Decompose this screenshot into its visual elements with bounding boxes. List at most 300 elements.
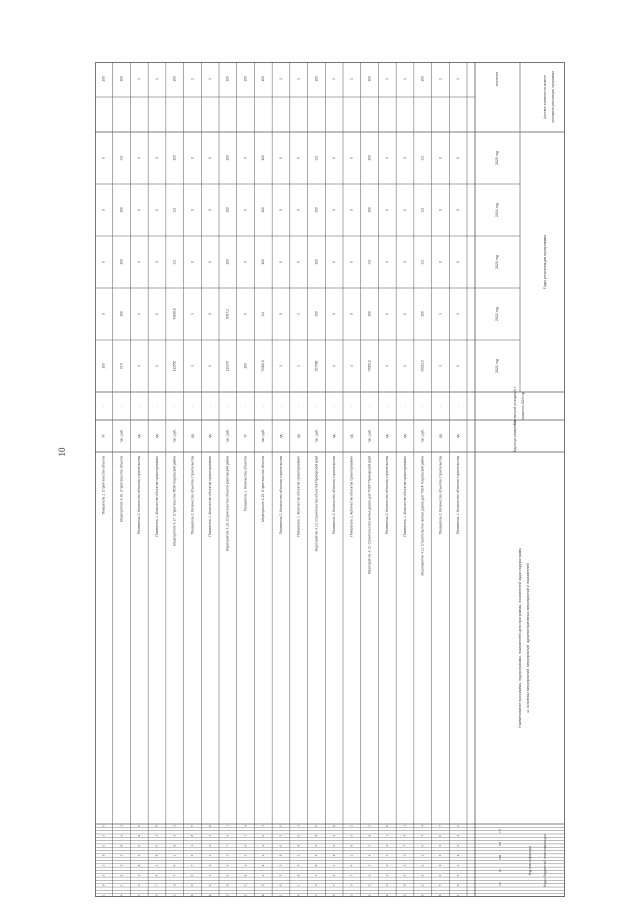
row-code-digit: 8 <box>137 864 142 867</box>
row-code-digit: 0 <box>402 854 407 857</box>
row-base: - <box>119 405 124 407</box>
row-code-digit: 7 <box>314 894 319 897</box>
row-code-digit: 9 <box>455 854 460 857</box>
row-unit: ед. <box>385 433 390 439</box>
row-year-value: 0 <box>385 261 390 263</box>
row-name: Показатель 1. Количество объектов проектирования <box>208 456 213 537</box>
row-unit: тыс. руб. <box>172 429 177 443</box>
row-code-digit: 7 <box>367 864 372 867</box>
row-year-value: 100 <box>101 363 106 369</box>
row-code-digit: 1 <box>331 864 336 867</box>
header-code-sub: Код классификации <box>527 845 532 876</box>
row-code-digit: 2 <box>402 894 407 897</box>
row-code-digit: 5 <box>154 844 159 847</box>
header-name: Наименование программы, подпрограммы, показателей цели программы, показателей задач подпрограмм <box>517 548 522 728</box>
row-code-digit: 6 <box>261 854 266 857</box>
row-code-digit: 5 <box>367 824 372 827</box>
row-year-value: 0 <box>137 157 142 159</box>
row-year-value: 0,0 <box>420 155 425 161</box>
row-code-digit: 0 <box>331 894 336 897</box>
row-unit: ед. <box>190 433 195 439</box>
row-unit: ед. <box>402 433 407 439</box>
row-year-value: 1 <box>455 365 460 367</box>
row-code-digit: 6 <box>207 884 212 887</box>
row-name: Показатель 2. Количество объектов строительства <box>278 456 283 534</box>
row-code-digit: 9 <box>438 864 443 867</box>
row-unit: ед. <box>349 433 354 439</box>
header-year-4: 2024 год <box>494 202 499 218</box>
row-year-value: 1 <box>278 365 283 367</box>
row-code-digit: 0 <box>438 834 443 837</box>
row-year-value: 0 <box>101 157 106 159</box>
row-code-digit: 3 <box>190 884 195 887</box>
row-year-value: 0 <box>331 209 336 211</box>
row-code-digit: 4 <box>314 884 319 887</box>
row-year-value: 1 <box>137 313 142 315</box>
row-code-digit: 2 <box>225 894 230 897</box>
row-end-value: 1 <box>331 78 336 80</box>
row-code-digit: 6 <box>243 864 248 867</box>
row-end-value: 1 <box>438 78 443 80</box>
header-code-group: Коды бюджетной классификации <box>542 834 547 887</box>
row-code-digit: 5 <box>438 884 443 887</box>
row-code-digit: 1 <box>402 824 407 827</box>
row-year-value: 0 <box>101 209 106 211</box>
row-code-digit: 6 <box>119 834 124 837</box>
row-unit: % <box>101 434 106 438</box>
row-code-digit: 6 <box>438 854 443 857</box>
row-name: Мероприятие 4.13. Строительство объектов Приморский край <box>314 456 319 552</box>
row-year-value: 0 <box>349 157 354 159</box>
header-year-2: 2022 год <box>494 306 499 322</box>
row-code-digit: 7 <box>385 854 390 857</box>
row-name: Показатель 2. Количество объектов строительства <box>438 456 443 534</box>
row-year-value: 1 <box>207 365 212 367</box>
row-code-digit: 5 <box>420 894 425 897</box>
row-code-digit: 3 <box>455 834 460 837</box>
row-code-digit: 7 <box>190 864 195 867</box>
row-base: - <box>137 405 142 407</box>
row-code-digit: 1 <box>296 884 301 887</box>
row-end-value: 1 <box>207 78 212 80</box>
row-code-digit: 3 <box>278 834 283 837</box>
row-code-digit: 9 <box>207 894 212 897</box>
row-name: Мероприятие 4.17. Строительство ПОИ Хорольский район <box>172 456 177 547</box>
row-year-value: 1 <box>402 365 407 367</box>
row-unit: тыс. руб. <box>420 429 425 443</box>
row-code-digit: 3 <box>402 864 407 867</box>
row-year-value: 0,0 <box>420 207 425 213</box>
row-code-digit: 6 <box>101 844 106 847</box>
row-code-digit: 7 <box>243 834 248 837</box>
row-code-digit: 5 <box>261 884 266 887</box>
row-name: Показатель 2. Количество объектов строительства <box>332 456 337 534</box>
row-code-digit: 0 <box>190 874 195 877</box>
row-code-digit: 8 <box>207 824 212 827</box>
row-code-digit: 3 <box>172 894 177 897</box>
row-year-value: 100 <box>225 155 230 161</box>
row-year-value: 100 <box>119 259 124 265</box>
row-year-value: 0 <box>243 209 248 211</box>
row-end-value: 1 <box>385 78 390 80</box>
row-name: Мероприятие 4.15. Строительство объекта <box>261 456 266 523</box>
row-year-value: 73000,0 <box>367 360 372 372</box>
row-year-value: 1 <box>349 365 354 367</box>
row-end-value: 1 <box>137 78 142 80</box>
row-code-digit: 9 <box>420 874 425 877</box>
row-code-digit: 6 <box>402 874 407 877</box>
row-year-value: 100 <box>261 259 266 265</box>
row-year-value: 0 <box>243 261 248 263</box>
row-code-digit: 6 <box>420 864 425 867</box>
row-year-value: 100 <box>261 207 266 213</box>
header-code-М: М <box>497 869 502 872</box>
row-year-value: 0 <box>190 157 195 159</box>
row-code-digit: 5 <box>314 854 319 857</box>
header-base-2: оказатель 2019 год <box>520 391 525 421</box>
row-code-digit: 5 <box>172 834 177 837</box>
row-year-value: 0 <box>385 313 390 315</box>
row-code-digit: 1 <box>119 884 124 887</box>
row-year-value: 100 <box>225 259 230 265</box>
row-code-digit: 0 <box>207 864 212 867</box>
row-code-digit: 4 <box>243 824 248 827</box>
row-code-digit: 5 <box>243 894 248 897</box>
row-year-value: 100 <box>243 363 248 369</box>
row-code-digit: 0 <box>455 824 460 827</box>
row-code-digit: 2 <box>296 854 301 857</box>
row-code-digit: 1 <box>172 854 177 857</box>
row-year-value: 6317,1 <box>225 309 230 319</box>
row-year-value: 0 <box>207 313 212 315</box>
row-code-digit: 0 <box>154 894 159 897</box>
row-code-digit: 4 <box>190 854 195 857</box>
row-end-value: 100 <box>367 76 372 82</box>
row-code-digit: 8 <box>385 824 390 827</box>
row-code-digit: 5 <box>278 874 283 877</box>
header-end-group: Целевое значение на момент <box>542 75 547 119</box>
row-unit: ед. <box>296 433 301 439</box>
row-code-digit: 6 <box>367 894 372 897</box>
row-code-digit: 8 <box>261 894 266 897</box>
row-code-digit: 7 <box>154 884 159 887</box>
row-code-digit: 8 <box>119 874 124 877</box>
row-code-digit: 2 <box>278 864 283 867</box>
row-year-value: 0 <box>207 261 212 263</box>
row-code-digit: 7 <box>402 844 407 847</box>
header-year-3: 2023 год <box>494 254 499 270</box>
row-code-digit: 0 <box>367 874 372 877</box>
row-base: - <box>331 405 336 407</box>
row-code-digit: 2 <box>438 874 443 877</box>
row-name: Показатель 1. Количество объектов проектирования <box>154 456 159 537</box>
row-code-digit: 6 <box>190 894 195 897</box>
row-code-digit: 2 <box>331 834 336 837</box>
row-code-digit: 9 <box>137 834 142 837</box>
row-code-digit: 7 <box>438 824 443 827</box>
row-year-value: 0 <box>154 261 159 263</box>
row-unit: тыс. руб. <box>119 429 124 443</box>
row-code-digit: 7 <box>420 834 425 837</box>
row-base: - <box>455 405 460 407</box>
row-year-value: 0 <box>402 209 407 211</box>
row-year-value: 100 <box>367 207 372 213</box>
row-code-digit: 8 <box>278 884 283 887</box>
row-year-value: 0 <box>243 313 248 315</box>
row-year-value: 0 <box>154 209 159 211</box>
row-year-value: 0 <box>402 157 407 159</box>
row-code-digit: 8 <box>314 864 319 867</box>
row-code-digit: 9 <box>402 884 407 887</box>
row-code-digit: 6 <box>296 834 301 837</box>
row-code-digit: 8 <box>154 854 159 857</box>
row-code-digit: 3 <box>207 874 212 877</box>
row-code-digit: 0 <box>101 824 106 827</box>
header-unit: Единица измерения <box>512 420 517 452</box>
row-code-digit: 4 <box>420 824 425 827</box>
row-unit: ед. <box>154 433 159 439</box>
row-year-value: 100 <box>119 311 124 317</box>
row-year-value: 0 <box>190 209 195 211</box>
row-year-value: 0 <box>385 157 390 159</box>
row-base: - <box>101 405 106 407</box>
row-end-value: 1 <box>154 78 159 80</box>
row-code-digit: 4 <box>349 864 354 867</box>
row-end-value: 1 <box>349 78 354 80</box>
row-code-digit: 7 <box>172 874 177 877</box>
row-base: - <box>172 405 177 407</box>
row-code-digit: 6 <box>137 824 142 827</box>
row-code-digit: 0 <box>261 834 266 837</box>
row-year-value: 1 <box>190 313 195 315</box>
row-code-digit: 5 <box>296 864 301 867</box>
row-unit: ед. <box>331 433 336 439</box>
row-base: - <box>314 405 319 407</box>
row-code-digit: 7 <box>137 894 142 897</box>
row-code-digit: 2 <box>101 864 106 867</box>
row-year-value: 100 <box>367 311 372 317</box>
row-year-value: 1 <box>296 313 301 315</box>
row-code-digit: 9 <box>225 884 230 887</box>
row-year-value: 207568 <box>314 360 319 372</box>
row-code-digit: 5 <box>190 824 195 827</box>
row-code-digit: 3 <box>243 854 248 857</box>
row-code-digit: 2 <box>137 844 142 847</box>
row-end-value: 100 <box>243 76 248 82</box>
row-name: Мероприятие 4.16. Строительство объекта Шкотовский район <box>225 456 230 552</box>
row-name: Показатель 1. Количество объектов проектирования <box>296 456 301 537</box>
row-unit: ед. <box>207 433 212 439</box>
row-code-digit: 9 <box>385 894 390 897</box>
row-code-digit: 6 <box>455 844 460 847</box>
row-unit: % <box>243 434 248 438</box>
row-year-value: 0 <box>207 209 212 211</box>
row-year-value: 0 <box>349 261 354 263</box>
row-year-value: 0 <box>137 209 142 211</box>
row-year-value: 1 <box>190 365 195 367</box>
row-base: - <box>190 405 195 407</box>
row-base: - <box>438 405 443 407</box>
row-code-digit: 0 <box>349 884 354 887</box>
row-code-digit: 5 <box>455 874 460 877</box>
row-code-digit: 7 <box>261 824 266 827</box>
row-end-value: 100 <box>172 76 177 82</box>
header-year-1: 2021 год <box>494 358 499 374</box>
row-year-value: 100 <box>420 311 425 317</box>
row-code-digit: 1 <box>349 854 354 857</box>
row-year-value: 100 <box>172 155 177 161</box>
row-year-value: 1 <box>296 365 301 367</box>
row-year-value: 0 <box>455 157 460 159</box>
row-code-digit: 1 <box>225 824 230 827</box>
row-year-value: 0,0 <box>172 259 177 265</box>
row-code-digit: 8 <box>296 874 301 877</box>
row-end-value: 100 <box>314 76 319 82</box>
row-code-digit: 2 <box>172 824 177 827</box>
table-grid <box>95 62 565 897</box>
row-code-digit: 8 <box>101 884 106 887</box>
row-unit: ед. <box>278 433 283 439</box>
row-code-digit: 4 <box>367 854 372 857</box>
row-code-digit: 7 <box>331 884 336 887</box>
row-code-digit: 2 <box>420 884 425 887</box>
row-unit: ед. <box>455 433 460 439</box>
header-code-ОМ: ОМ <box>497 854 502 860</box>
row-year-value: 27,0 <box>119 362 124 370</box>
row-name: Показатель 2. Количество объектов строительства <box>137 456 142 534</box>
row-name: Показатель 1. Строительство объекта <box>101 456 106 515</box>
row-code-digit: 3 <box>119 824 124 827</box>
row-end-value: 1 <box>402 78 407 80</box>
row-year-value: 0 <box>349 209 354 211</box>
row-code-digit: 9 <box>331 824 336 827</box>
row-code-digit: 1 <box>137 874 142 877</box>
row-year-value: 0 <box>455 209 460 211</box>
row-year-value: 1 <box>331 365 336 367</box>
rotated-table <box>95 62 565 897</box>
row-year-value: 0 <box>385 209 390 211</box>
header-base: Фактический (исходный) п <box>512 386 517 426</box>
row-year-value: 100 <box>225 207 230 213</box>
row-year-value: 0 <box>331 261 336 263</box>
row-code-digit: 1 <box>190 844 195 847</box>
row-year-value: 0 <box>296 261 301 263</box>
row-year-value: 0 <box>438 209 443 211</box>
row-name: Показатель 2. Количество объектов строительства <box>385 456 390 534</box>
row-year-value: 1 <box>438 365 443 367</box>
row-year-value: 0 <box>349 313 354 315</box>
row-year-value: 0 <box>278 313 283 315</box>
row-code-digit: 9 <box>119 844 124 847</box>
page-number: 10 <box>57 447 67 457</box>
row-end-value: 1 <box>296 78 301 80</box>
row-code-digit: 2 <box>261 874 266 877</box>
row-code-digit: 1 <box>367 844 372 847</box>
row-year-value: 100 <box>314 259 319 265</box>
row-code-digit: 9 <box>278 854 283 857</box>
row-code-digit: 9 <box>314 834 319 837</box>
row-year-value: 0,0 <box>420 259 425 265</box>
row-year-value: 100 <box>314 311 319 317</box>
row-year-value: 0 <box>296 157 301 159</box>
row-code-digit: 4 <box>225 834 230 837</box>
row-year-value: 100 <box>119 207 124 213</box>
row-year-value: 72000,0 <box>261 360 266 372</box>
row-code-digit: 6 <box>314 824 319 827</box>
row-code-digit: 8 <box>190 834 195 837</box>
row-code-digit: 8 <box>349 844 354 847</box>
row-code-digit: 9 <box>261 864 266 867</box>
row-name: Показатель 1. Количество объектов проектирования <box>402 456 407 537</box>
row-year-value: 1 <box>455 313 460 315</box>
row-year-value: 0 <box>101 313 106 315</box>
row-code-digit: 2 <box>243 884 248 887</box>
row-year-value: 0 <box>402 313 407 315</box>
row-year-value: 1 <box>438 313 443 315</box>
header-years-group: Годы реализации программы <box>542 234 548 290</box>
header-code-ПП: ПП <box>497 841 502 847</box>
row-end-value: 100 <box>119 76 124 82</box>
row-year-value: 100 <box>314 207 319 213</box>
row-code-digit: 1 <box>207 834 212 837</box>
row-code-digit: 1 <box>385 834 390 837</box>
row-year-value: 0 <box>207 157 212 159</box>
row-year-value: 41186,8 <box>172 308 177 320</box>
row-unit: тыс. руб. <box>367 429 372 443</box>
row-code-digit: 8 <box>172 844 177 847</box>
row-code-digit: 3 <box>296 824 301 827</box>
row-code-digit: 3 <box>420 854 425 857</box>
row-year-value: 0 <box>278 209 283 211</box>
row-year-value: 0 <box>101 261 106 263</box>
row-year-value: 0 <box>331 313 336 315</box>
header-code-ГП: ГП <box>497 828 502 833</box>
row-year-value: 0 <box>137 261 142 263</box>
row-unit: тыс. руб. <box>225 429 230 443</box>
row-year-value: 0 <box>455 261 460 263</box>
row-code-digit: 0 <box>385 864 390 867</box>
row-code-digit: 0 <box>172 884 177 887</box>
row-year-value: 0 <box>243 157 248 159</box>
row-name: Показатель 1. Количество объектов проектирования <box>349 456 354 537</box>
row-base: - <box>296 405 301 407</box>
row-code-digit: 6 <box>225 874 230 877</box>
row-year-value: 1 <box>154 365 159 367</box>
row-end-value: 1 <box>278 78 283 80</box>
row-code-digit: 5 <box>349 834 354 837</box>
row-base: - <box>367 405 372 407</box>
row-code-digit: 9 <box>101 854 106 857</box>
row-code-digit: 7 <box>207 854 212 857</box>
row-year-value: 0,0 <box>119 155 124 161</box>
row-base: - <box>402 405 407 407</box>
row-code-digit: 1 <box>314 874 319 877</box>
row-code-digit: 4 <box>119 894 124 897</box>
row-unit: ед. <box>438 433 443 439</box>
row-year-value: 112550 <box>172 360 177 372</box>
row-base: - <box>420 405 425 407</box>
row-code-digit: 2 <box>455 864 460 867</box>
row-code-digit: 2 <box>314 844 319 847</box>
row-year-value: 0 <box>296 209 301 211</box>
header-end-group-2: окончания реализации программы <box>550 71 555 123</box>
row-code-digit: 4 <box>207 844 212 847</box>
row-year-value: 0 <box>331 157 336 159</box>
row-year-value: 100 <box>367 155 372 161</box>
row-code-digit: 5 <box>137 854 142 857</box>
row-code-digit: 9 <box>154 824 159 827</box>
row-code-digit: 0 <box>420 844 425 847</box>
